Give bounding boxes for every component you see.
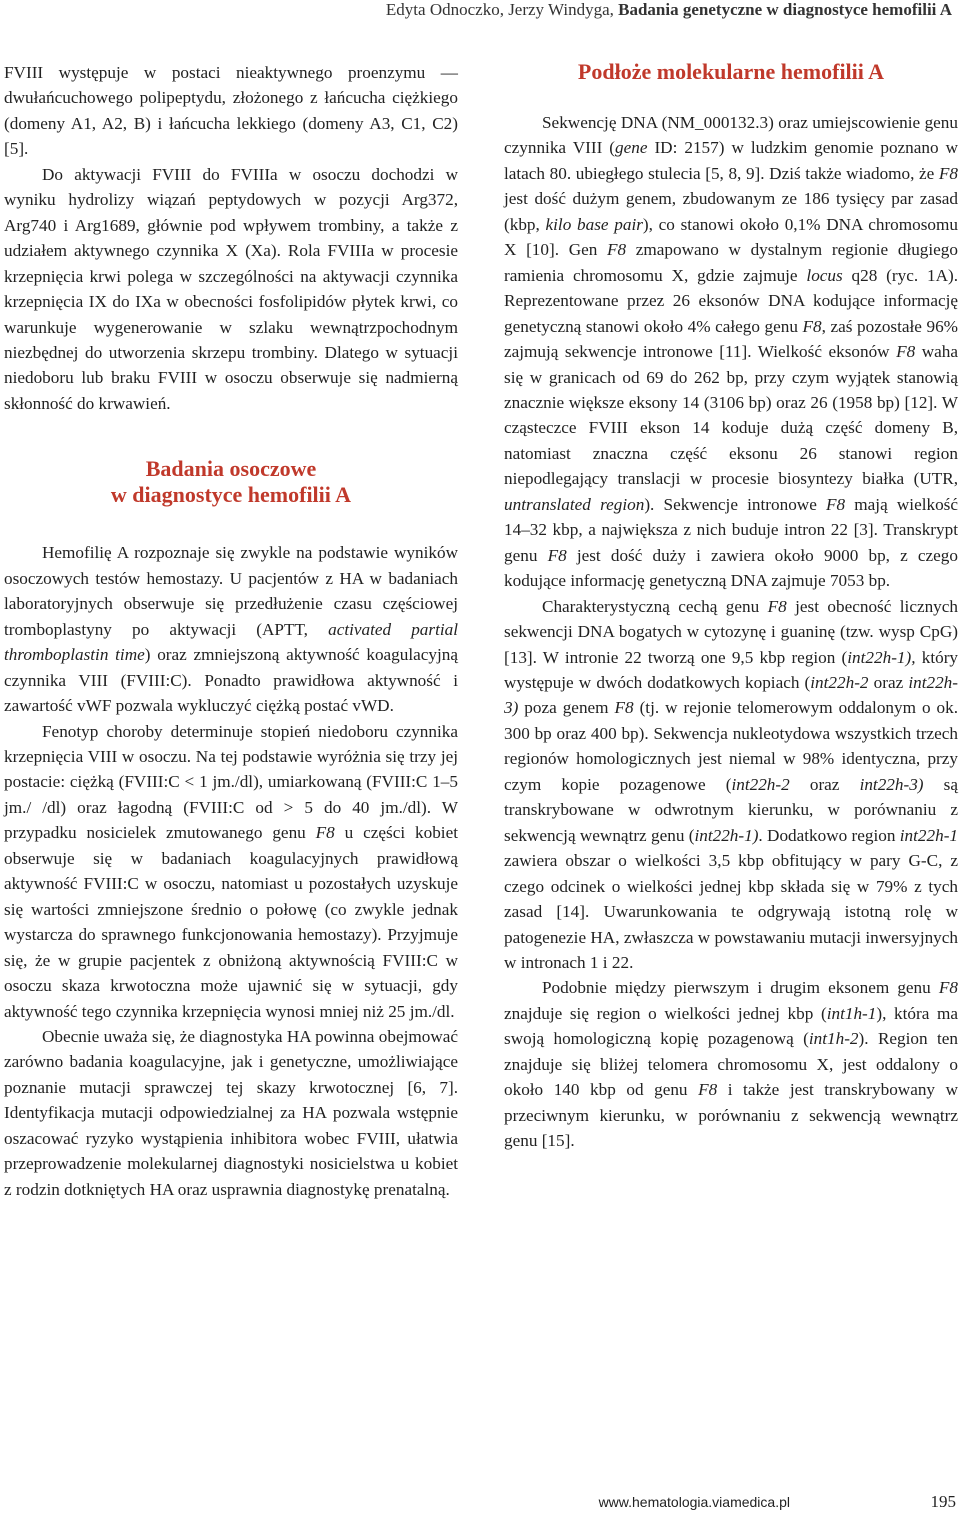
right-column: [504, 60, 958, 1154]
page-number: 195: [930, 1492, 956, 1511]
heading-line-1: Badania osoczowe: [145, 456, 317, 482]
left-paragraph-3: Hemofilię A rozpoznaje się zwykle na podstawie wyników osoczowych testów hemostazy. U pacjentów z HA w badaniach laboratoryjnych obserwuje się przedłużenie czasu częściowej tromboplastyny po aktywacji (APTT, activated partial thromboplastin time) oraz zmniejszoną aktywność koagulacyjną czynnika VIII (FVIII:C). Ponadto prawidłowa aktywność i zawartość vWF pozwala wykluczyć ciężką postać vWD.: [4, 543, 459, 716]
running-header: [386, 0, 952, 20]
journal-url[interactable]: www.hematologia.viamedica.pl: [598, 1494, 790, 1510]
left-paragraph-4: Fenotyp choroby determinuje stopień niedoboru czynnika krzepnięcia VIII w osoczu. Na tej podstawie wyróżnia się trzy jej postacie: ciężką (FVIII:C < 1 jm./dl), umiarkowaną (FVIII:C 1–5 jm./ /dl) oraz łagodną (FVIII:C od > 5 do 40 jm./dl). W przypadku nosicielek zmutowanego genu F8 u części kobiet obserwuje się w badaniach koagulacyjnych prawidłową aktywność FVIII:C w osoczu, natomiast u pozostałych uzyskuje się wartości zmniejszone średnio o połowę (co zwykle jednak wystarcza do sprawnego funkcjonowania hemostazy). Przyjmuje się, że w grupie pacjentek z obniżoną aktywnością FVIII:C w osoczu skaza krwotoczna może ujawnić się w sytuacji, gdy aktywność tego czynnika krzepnięcia wynosi mniej niż 25 jm./dl.: [4, 721, 458, 1021]
header-title: Badania genetyczne w diagnostyce hemofilii A: [618, 0, 952, 19]
left-column: [4, 60, 458, 1202]
section-heading-plasma-tests: [4, 456, 458, 508]
right-paragraph-1: Sekwencję DNA (NM_000132.3) oraz umiejscowienie genu czynnika VIII (gene ID: 2157) w ludzkim genomie poznano w latach 80. ubiegłego stulecia [5, 8, 9]. Dziś także wiadomo, że F8 jest dość dużym genem, zbudowanym ze 186 tysięcy par zasad (kbp, kilo base pair), co stanowi około 0,1% DNA chromosomu X [10]. Gen F8 zmapowano w dystalnym regionie długiego ramienia chromosomu X, gdzie zajmuje locus q28 (ryc. 1A). Reprezentowane przez 26 eksonów DNA kodujące informację genetyczną stanowi około 4% całego genu F8, zaś pozostałe 96% zajmują sekwencje intronowe [11]. Wielkość eksonów F8 waha się w granicach od 69 do 262 bp, przy czym wyjątek stanowią znacznie większe eksony 14 (3106 bp) oraz 26 (1958 bp) [12]. W cząsteczce FVIII ekson 14 koduje dużą część domeny B, natomiast znaczna część eksonu 26 stanowi region niepodlegający translacji w procesie biosyntezy białka (UTR, untranslated region). Sekwencje intronowe F8 mają wielkość 14–32 kbp, a największa z nich buduje intron 22 [3]. Transkrypt genu F8 jest dość duży i zawiera około 9000 bp, z czego kodujące informację genetyczną DNA zajmuje 7053 bp.: [504, 113, 959, 591]
left-paragraph-5: Obecnie uważa się, że diagnostyka HA powinna obejmować zarówno badania koagulacyjne, jak i genetyczne, umożliwiające poznanie mutacji sprawczej tej skazy krwotocznej [6, 7]. Identyfikacja mutacji odpowiedzialnej za HA pozwala wstępnie oszacować ryzyko wystąpienia inhibitora wobec FVIII, ułatwia przeprowadzenie molekularnej diagnostyki nosicielstwa u kobiet z rodzin dotkniętych HA oraz usprawnia diagnostykę prenatalną.: [4, 1026, 458, 1199]
heading-line-2: w diagnostyce hemofilii A: [110, 482, 352, 508]
header-authors: Edyta Odnoczko, Jerzy Windyga,: [385, 0, 619, 19]
right-paragraph-2: Charakterystyczną cechą genu F8 jest obecność licznych sekwencji DNA bogatych w cytozynę i guaninę (tzw. wysp CpG) [13]. W intronie 22 tworzą one 9,5 kbp region (int22h-1), który występuje w dwóch dodatkowych kopiach (int22h-2 oraz int22h-3) poza genem F8 (tj. w rejonie telomerowym oddalonym o ok. 300 bp oraz 400 bp). Sekwencja nukleotydowa wszystkich trzech regionów homologicznych jest niemal w 98% identyczna, przy czym kopie pozagenowe (int22h-2 oraz int22h-3) są transkrybowane w odwrotnym kierunku, w porównaniu z sekwencją wewnątrz genu (int22h-1). Dodatkowo region int22h-1 zawiera obszar o wielkości 3,5 kbp obfitujący w pary G-C, z czego odcinek o wielkości jednej kbp składa się w 79% z tych zasad [14]. Uwarunkowania te odgrywają istotną rolę w patogenezie HA, zwłaszcza w powstawaniu mutacji inwersyjnych w intronach 1 i 22.: [504, 596, 959, 972]
left-paragraph-2: Do aktywacji FVIII do FVIIIa w osoczu dochodzi w wyniku hydrolizy wiązań peptydowych w pozycji Arg372, Arg740 i Arg1689, głównie pod wpływem trombiny, a także z udziałem aktywnego czynnika X (Xa). Rola FVIIIa w procesie krzepnięcia krwi polega w szczególności na aktywacji czynnika krzepnięcia IX do IXa w obecności fosfolipidów płytek krwi, co warunkuje wygenerowanie w szlaku wewnątrzpochodnym niezbędnej do utworzenia skrzepu trombiny. Dlatego w sytuacji niedoboru lub braku FVIII w osoczu obserwuje się nadmierną skłonność do krwawień.: [4, 164, 458, 413]
left-paragraph-1: FVIII występuje w postaci nieaktywnego proenzymu — dwułańcuchowego polipeptydu, złożonego z łańcucha ciężkiego (domeny A1, A2, B) i łańcucha lekkiego (domeny A3, C1, C2) [5].: [4, 63, 458, 159]
right-paragraph-3: Podobnie między pierwszym i drugim eksonem genu F8 znajduje się region o wielkości jednej kbp (int1h-1), która ma swoją homologiczną kopię pozagenową (int1h-2). Region ten znajduje się bliżej telomera chromosomu X, jest oddalony o około 140 kbp od genu F8 i także jest transkrybowany w przeciwnym kierunku, w porównaniu z sekwencją wewnątrz genu [15].: [504, 978, 958, 1151]
section-heading-molecular-basis: Podłoże molekularne hemofilii A: [577, 59, 885, 84]
